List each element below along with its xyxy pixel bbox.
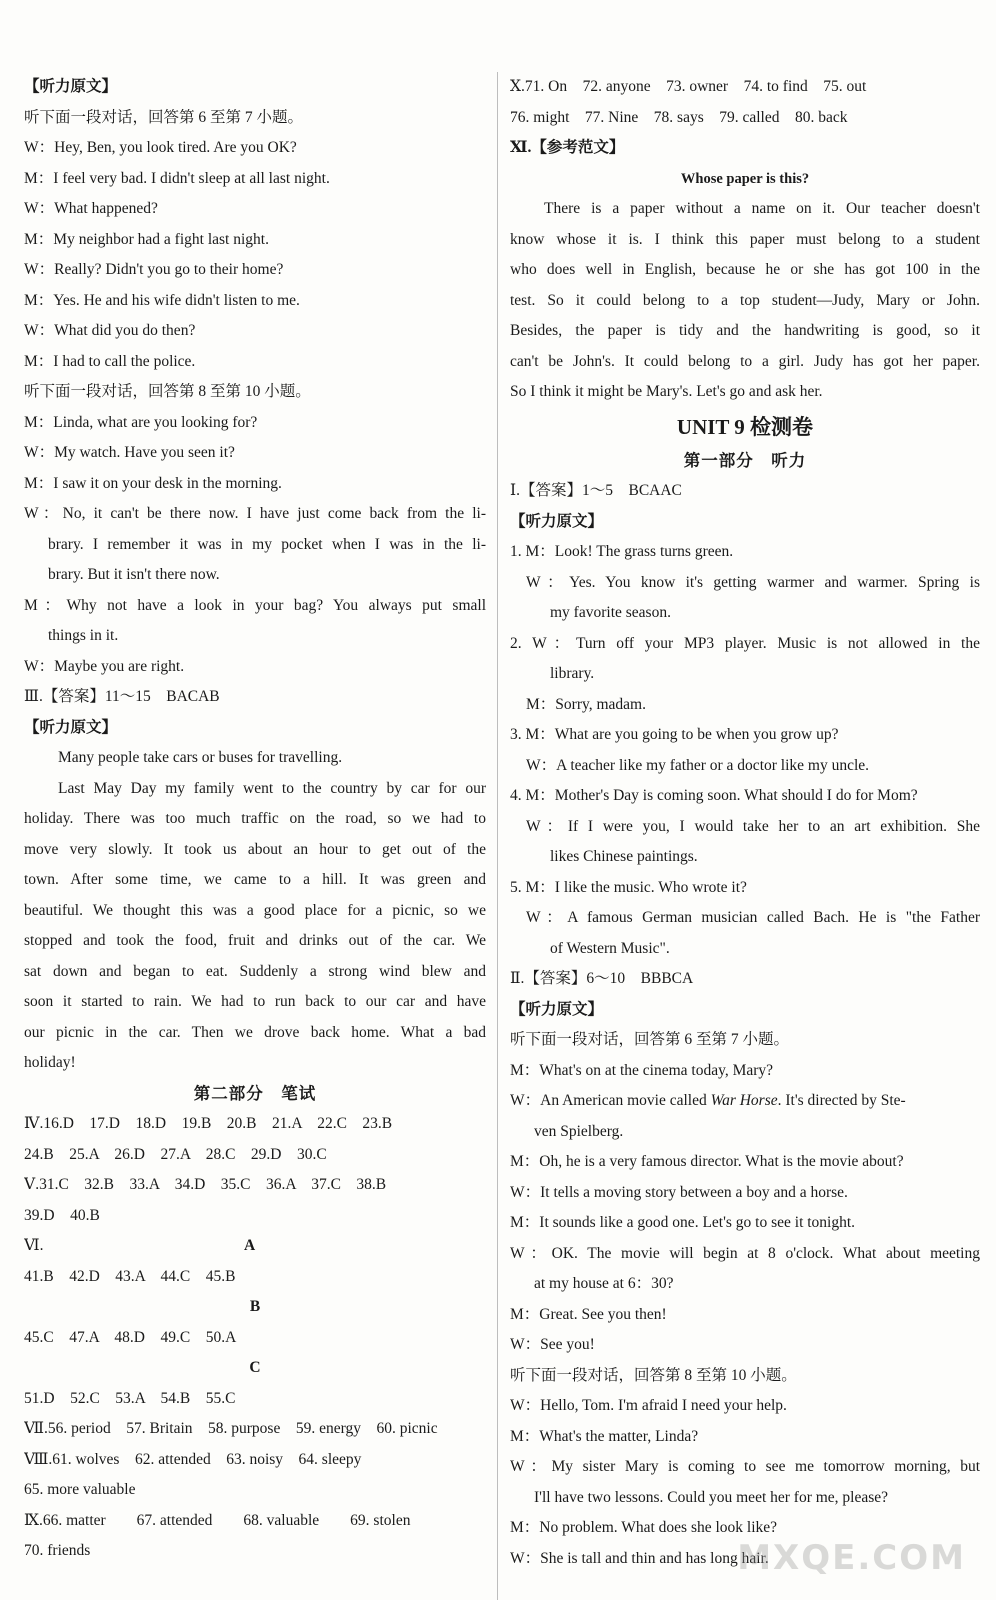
dialogue-line: M：No problem. What does she look like? (510, 1519, 778, 1536)
dialogue-line: W：What did you do then? (24, 322, 196, 339)
part-heading: 第二部分 笔试 (193, 1083, 317, 1103)
dialogue-line: 1. M：Look! The grass turns green. (510, 543, 734, 560)
dialogue-line: brary. But it isn't there now. (48, 566, 220, 583)
answer-line: 45.C 47.A 48.D 49.C 50.A (24, 1328, 237, 1346)
dialogue-line: W：She is tall and thin and has long hair. (510, 1549, 769, 1567)
essay-line: who does well in English, because he or she has got 100 in the (510, 261, 980, 278)
passage-line: sat down and began to eat. Suddenly a strong wind blew and (24, 962, 486, 980)
dialogue-line: W：My watch. Have you seen it? (24, 444, 235, 461)
essay-line: There is a paper without a name on it. Our teacher doesn't (544, 200, 980, 217)
answer-line: 24.B 25.A 26.D 27.A 28.C 29.D 30.C (24, 1145, 327, 1163)
dialogue-line: M：Why not have a look in your bag? You always put small (24, 596, 486, 614)
section-label: 【听力原文】 (510, 512, 604, 530)
answer-line: Ⅷ.61. wolves 62. attended 63. noisy 64. sleepy (24, 1450, 362, 1468)
answer-line: Ⅳ.16.D 17.D 18.D 19.B 20.B 21.A 22.C 23.B (24, 1115, 393, 1132)
dialogue-line: M：Sorry, madam. (526, 695, 646, 713)
passage-line: Many people take cars or buses for travelling. (58, 749, 343, 766)
left-column (24, 72, 486, 1567)
dialogue-line: M：Linda, what are you looking for? (24, 413, 258, 431)
answer-line (24, 1231, 486, 1262)
dialogue-line: W：A famous German musician called Bach. He is "the Father (526, 909, 980, 926)
passage-line: stopped and took the food, fruit and drinks out of the car. We (24, 932, 486, 949)
answer-line: Ⅴ.31.C 32.B 33.A 34.D 35.C 36.A 37.C 38.B (24, 1176, 387, 1193)
essay-title: Whose paper is this? (680, 170, 810, 187)
dialogue-line: 2. W：Turn off your MP3 player. Music is not allowed in the (510, 634, 980, 652)
movie-title: War Horse (710, 1092, 778, 1109)
answer-line: 76. might 77. Nine 78. says 79. called 80. back (510, 108, 848, 126)
subsection-letter: A (244, 1237, 256, 1254)
passage-line: holiday. There was too much traffic on the road, so we had to (24, 810, 486, 827)
answer-line: 51.D 52.C 53.A 54.B 55.C (24, 1389, 236, 1407)
dialogue-line: things in it. (48, 627, 119, 644)
answer-line: Ⅶ.56. period 57. Britain 58. purpose 59. energy 60. picnic (24, 1420, 438, 1437)
subsection-letter: C (249, 1359, 261, 1376)
column-divider (497, 72, 498, 1600)
passage-line: holiday! (24, 1054, 76, 1071)
answer-line: 70. friends (24, 1542, 91, 1559)
instruction-line: 听下面一段对话，回答第 6 至第 7 小题。 (24, 108, 304, 126)
essay-line: Besides, the paper is tidy and the handwriting is good, so it (510, 322, 980, 339)
dialogue-line: W：No, it can't be there now. I have just come back from the li- (24, 505, 486, 522)
answer-line: Ⅱ.【答案】6～10 BBBCA (510, 970, 694, 987)
essay-line: test. So it could belong to a top student—Judy, Mary or John. (510, 291, 980, 309)
dialogue-line: W：Really? Didn't you go to their home? (24, 261, 284, 278)
dialogue-line: 3. M：What are you going to be when you grow up? (510, 726, 839, 743)
dialogue-line: M：Great. See you then! (510, 1305, 667, 1323)
dialogue-line: library. (550, 665, 595, 682)
dialogue-line: at my house at 6：30? (534, 1275, 674, 1292)
answer-line: Ⅸ.66. matter 67. attended 68. valuable 69. stolen (24, 1511, 411, 1529)
dialogue-line: W：If I were you, I would take her to an art exhibition. She (526, 817, 980, 835)
essay-line: can't be John's. It could belong to a girl. Judy has got her paper. (510, 352, 980, 370)
dialogue-line: brary. I remember it was in my pocket when I was in the li- (48, 535, 486, 553)
dialogue-text: W：An American movie called (510, 1092, 711, 1109)
dialogue-line: my favorite season. (550, 604, 671, 621)
dialogue-line: W：It tells a moving story between a boy and a horse. (510, 1183, 848, 1201)
section-numeral: Ⅵ. (24, 1237, 44, 1254)
dialogue-line: 5. M：I like the music. Who wrote it? (510, 878, 747, 896)
passage-line: beautiful. We thought this was a good place for a picnic, so we (24, 901, 486, 919)
section-label: 【听力原文】 (24, 718, 118, 736)
answer-line: 65. more valuable (24, 1481, 136, 1498)
dialogue-line: M：Yes. He and his wife didn't listen to me. (24, 291, 300, 309)
dialogue-line: W：My sister Mary is coming to see me tomorrow morning, but (510, 1458, 980, 1475)
dialogue-line: of Western Music". (550, 939, 670, 957)
dialogue-line (510, 1086, 980, 1117)
right-column (510, 72, 980, 1574)
section-label: Ⅺ.【参考范文】 (510, 139, 625, 156)
dialogue-line: M：My neighbor had a fight last night. (24, 230, 269, 248)
dialogue-text: . It's directed by Ste- (777, 1092, 906, 1109)
essay-line: know whose it is. I think this paper must belong to a student (510, 230, 980, 248)
dialogue-line: M：I feel very bad. I didn't sleep at all last night. (24, 169, 330, 187)
passage-line: our picnic in the car. Then we drove back home. What a bad (24, 1023, 486, 1041)
dialogue-line: W：Yes. You know it's getting warmer and warmer. Spring is (526, 573, 980, 591)
watermark: MXQE.COM (737, 1538, 966, 1578)
answer-line: Ⅲ.【答案】11～15 BACAB (24, 688, 220, 705)
dialogue-line: M：What's the matter, Linda? (510, 1427, 699, 1445)
passage-line: move very slowly. It took us about an hour to get out of the (24, 840, 486, 858)
dialogue-line: M：What's on at the cinema today, Mary? (510, 1061, 774, 1079)
dialogue-line: M：It sounds like a good one. Let's go to see it tonight. (510, 1214, 856, 1231)
section-label: 【听力原文】 (24, 78, 118, 95)
dialogue-line: M：I had to call the police. (24, 352, 196, 370)
dialogue-line: 4. M：Mother's Day is coming soon. What should I do for Mom? (510, 787, 918, 804)
passage-line: Last May Day my family went to the country by car for our (58, 779, 486, 797)
dialogue-line: M：I saw it on your desk in the morning. (24, 474, 282, 492)
dialogue-line: M：Oh, he is a very famous director. What is the movie about? (510, 1153, 904, 1170)
dialogue-line: W：A teacher like my father or a doctor like my uncle. (526, 756, 870, 774)
instruction-line: 听下面一段对话，回答第 8 至第 10 小题。 (24, 383, 311, 400)
essay-line: So I think it might be Mary's. Let's go and ask her. (510, 383, 823, 400)
unit-title: UNIT 9 检测卷 (676, 414, 814, 439)
dialogue-line: W：Maybe you are right. (24, 657, 185, 675)
dialogue-line: I'll have two lessons. Could you meet her for me, please? (534, 1488, 889, 1506)
dialogue-line: W：OK. The movie will begin at 8 o'clock. What about meeting (510, 1244, 980, 1262)
part-heading: 第一部分 听力 (683, 450, 807, 470)
answer-line: 39.D 40.B (24, 1206, 100, 1224)
section-label: 【听力原文】 (510, 1000, 604, 1018)
dialogue-line: ven Spielberg. (534, 1122, 624, 1140)
dialogue-line: W：What happened? (24, 200, 158, 217)
subsection-letter: B (249, 1298, 261, 1315)
dialogue-line: W：Hello, Tom. I'm afraid I need your help. (510, 1397, 787, 1414)
answer-line: Ⅹ.71. On 72. anyone 73. owner 74. to find 75. out (510, 78, 867, 95)
passage-line: town. After some time, we came to a hill. It was green and (24, 871, 486, 888)
dialogue-line: W：See you! (510, 1336, 595, 1353)
passage-line: soon it started to rain. We had to run back to our car and have (24, 993, 486, 1010)
instruction-line: 听下面一段对话，回答第 8 至第 10 小题。 (510, 1366, 797, 1384)
instruction-line: 听下面一段对话，回答第 6 至第 7 小题。 (510, 1031, 790, 1048)
answer-line: 41.B 42.D 43.A 44.C 45.B (24, 1267, 236, 1285)
answer-line: Ⅰ.【答案】1～5 BCAAC (510, 482, 682, 499)
dialogue-line: W：Hey, Ben, you look tired. Are you OK? (24, 139, 297, 156)
dialogue-line: likes Chinese paintings. (550, 848, 698, 865)
